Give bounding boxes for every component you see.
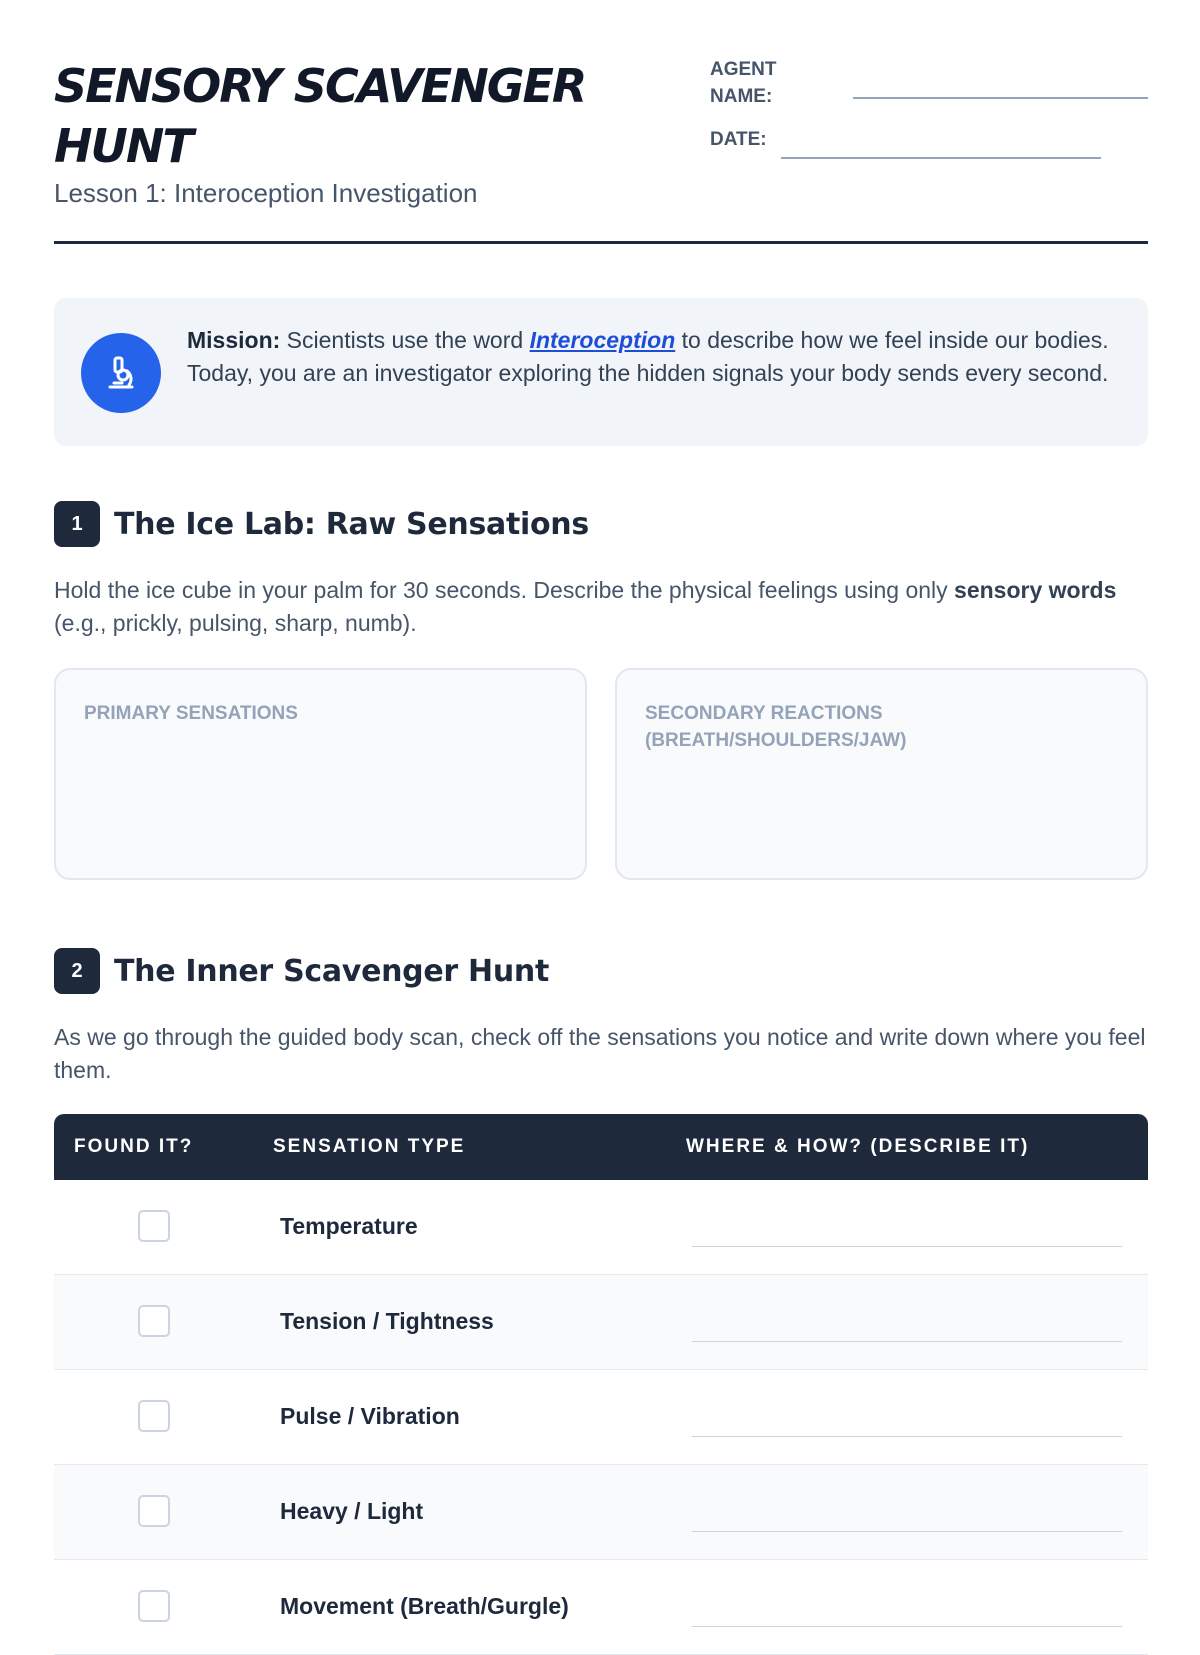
table-header	[54, 1114, 1148, 1180]
found-checkbox[interactable]	[138, 1590, 170, 1622]
mission-lead: Mission:	[187, 327, 281, 353]
sensation-type: Tension / Tightness	[280, 1308, 494, 1334]
worksheet-header	[54, 56, 1148, 244]
sensation-type: Pulse / Vibration	[280, 1403, 460, 1429]
date-label: DATE:	[710, 129, 767, 150]
found-checkbox[interactable]	[138, 1495, 170, 1527]
agent-name-label: AGENT NAME:	[710, 59, 777, 107]
section-1-heading	[54, 501, 589, 547]
primary-sensations-box[interactable]	[54, 668, 587, 880]
box-label: PRIMARY SENSATIONS	[84, 703, 298, 724]
page-title: SENSORY SCAVENGER HUNT	[54, 59, 586, 173]
section-title: The Inner Scavenger Hunt	[114, 953, 549, 989]
interoception-keyword: Interoception	[529, 327, 676, 353]
column-header: SENSATION TYPE	[273, 1136, 466, 1157]
mission-text	[187, 324, 1123, 390]
mission-callout	[54, 298, 1148, 446]
agent-name-field[interactable]	[853, 97, 1148, 99]
table-row	[54, 1465, 1148, 1560]
table-row	[54, 1560, 1148, 1655]
table-row	[54, 1370, 1148, 1465]
describe-field[interactable]	[692, 1531, 1122, 1532]
sensation-type: Movement (Breath/Gurgle)	[280, 1593, 569, 1619]
describe-field[interactable]	[692, 1626, 1122, 1627]
section-title: The Ice Lab: Raw Sensations	[114, 506, 589, 542]
scavenger-hunt-table	[54, 1114, 1148, 1655]
found-checkbox[interactable]	[138, 1400, 170, 1432]
describe-field[interactable]	[692, 1436, 1122, 1437]
describe-field[interactable]	[692, 1246, 1122, 1247]
section-2-heading	[54, 948, 549, 994]
instructions-text: Hold the ice cube in your palm for 30 seconds. Describe the physical feelings using only	[54, 577, 955, 603]
table-row	[54, 1180, 1148, 1275]
found-checkbox[interactable]	[138, 1210, 170, 1242]
column-header: WHERE & HOW? (DESCRIBE IT)	[686, 1136, 1030, 1157]
secondary-reactions-box[interactable]	[615, 668, 1148, 880]
table-row	[54, 1275, 1148, 1370]
instructions-bold: sensory words	[954, 577, 1117, 603]
mission-text-after: to describe how we feel inside our bodies. Today, you are an investigator exploring the hidden signals your body sends every second.	[187, 327, 1109, 386]
instructions-text-after: (e.g., prickly, pulsing, sharp, numb).	[54, 610, 417, 636]
section-number-badge: 1	[54, 501, 100, 547]
sensation-type: Heavy / Light	[280, 1498, 424, 1524]
section-2-instructions: As we go through the guided body scan, check off the sensations you notice and write down where you feel them.	[54, 1024, 1146, 1083]
lesson-subtitle: Lesson 1: Interoception Investigation	[54, 178, 478, 208]
section-1-instructions	[54, 574, 1148, 640]
date-field[interactable]	[781, 157, 1101, 159]
microscope-icon	[81, 333, 161, 413]
found-checkbox[interactable]	[138, 1305, 170, 1337]
section-number-badge: 2	[54, 948, 100, 994]
describe-field[interactable]	[692, 1341, 1122, 1342]
box-label: SECONDARY REACTIONS (BREATH/SHOULDERS/JAW)	[645, 703, 907, 751]
mission-text-before: Scientists use the word	[280, 327, 530, 353]
sensation-type: Temperature	[280, 1213, 418, 1239]
column-header: FOUND IT?	[74, 1136, 194, 1157]
